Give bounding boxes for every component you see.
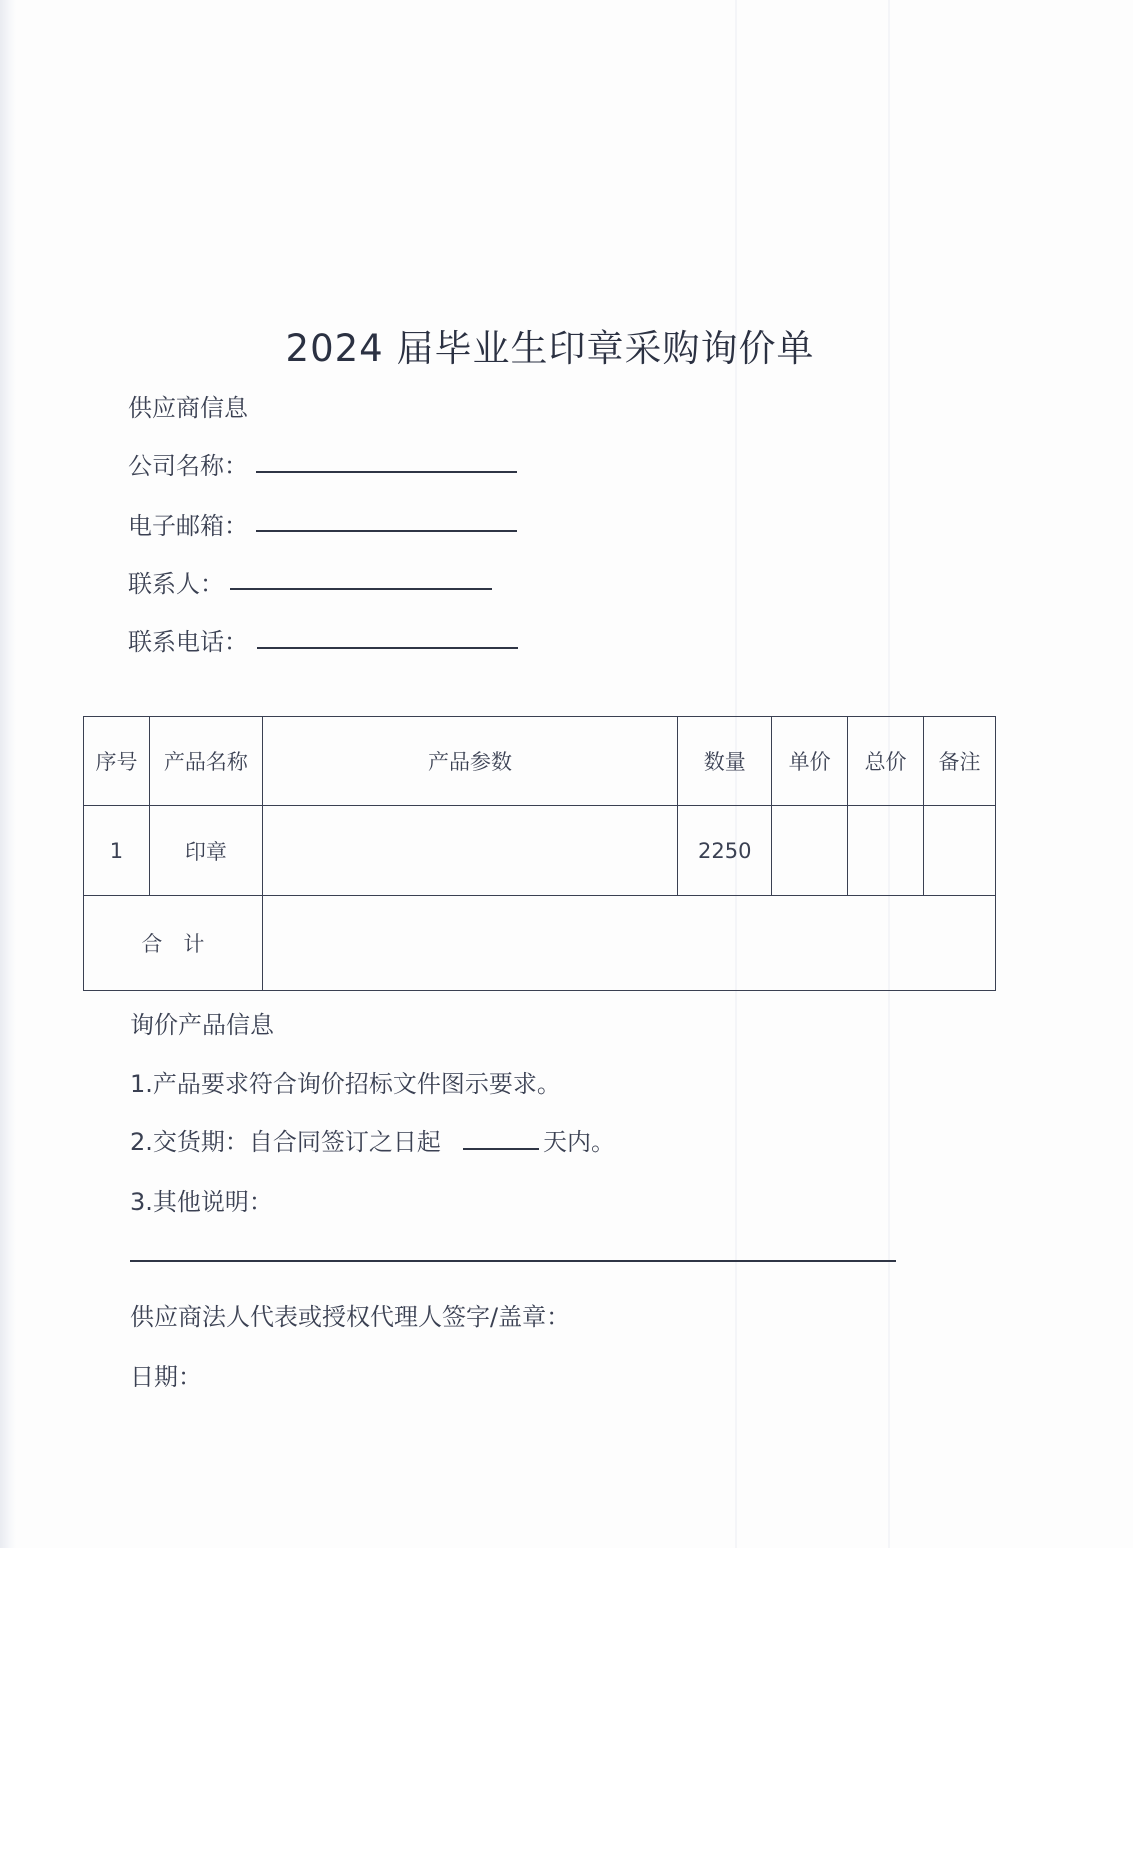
header-unit-price: 单价 xyxy=(772,717,848,806)
supplier-heading: 供应商信息 xyxy=(128,394,248,422)
delivery-days-field[interactable] xyxy=(463,1148,539,1150)
total-value[interactable] xyxy=(262,896,995,991)
document-title: 2024 届毕业生印章采购询价单 xyxy=(285,327,815,370)
company-name-field[interactable] xyxy=(256,471,517,473)
email-label: 电子邮箱： xyxy=(128,512,248,540)
table-header-row xyxy=(84,717,996,806)
header-quantity: 数量 xyxy=(678,717,772,806)
quote-table xyxy=(83,716,996,991)
row-total-price[interactable] xyxy=(848,806,924,896)
header-total-price: 总价 xyxy=(848,717,924,806)
company-name-label: 公司名称： xyxy=(128,452,248,480)
email-field[interactable] xyxy=(256,530,517,532)
row-unit-price[interactable] xyxy=(772,806,848,896)
table-total-row xyxy=(84,896,996,991)
row-quantity: 2250 xyxy=(678,806,772,896)
header-product-params: 产品参数 xyxy=(262,717,677,806)
inquiry-item-2-suffix: 天内。 xyxy=(543,1128,615,1156)
inquiry-item-1: 1.产品要求符合询价招标文件图示要求。 xyxy=(130,1070,561,1098)
row-remark[interactable] xyxy=(924,806,996,896)
inquiry-item-3: 3.其他说明： xyxy=(130,1188,273,1216)
row-product-params[interactable] xyxy=(262,806,677,896)
contact-label: 联系人： xyxy=(128,570,224,598)
signature-label: 供应商法人代表或授权代理人签字/盖章： xyxy=(130,1303,571,1331)
date-label: 日期： xyxy=(130,1363,202,1391)
other-notes-field[interactable] xyxy=(130,1260,896,1262)
phone-label: 联系电话： xyxy=(128,628,248,656)
header-remark: 备注 xyxy=(924,717,996,806)
row-product-name: 印章 xyxy=(149,806,262,896)
header-product-name: 产品名称 xyxy=(149,717,262,806)
inquiry-item-2-prefix: 2.交货期：自合同签订之日起 xyxy=(130,1128,441,1156)
row-index: 1 xyxy=(84,806,150,896)
phone-field[interactable] xyxy=(257,647,518,649)
contact-field[interactable] xyxy=(230,588,492,590)
inquiry-heading: 询价产品信息 xyxy=(130,1011,274,1039)
total-label: 合 计 xyxy=(84,896,263,991)
scan-edge-shadow xyxy=(0,0,16,1548)
header-index: 序号 xyxy=(84,717,150,806)
table-row xyxy=(84,806,996,896)
